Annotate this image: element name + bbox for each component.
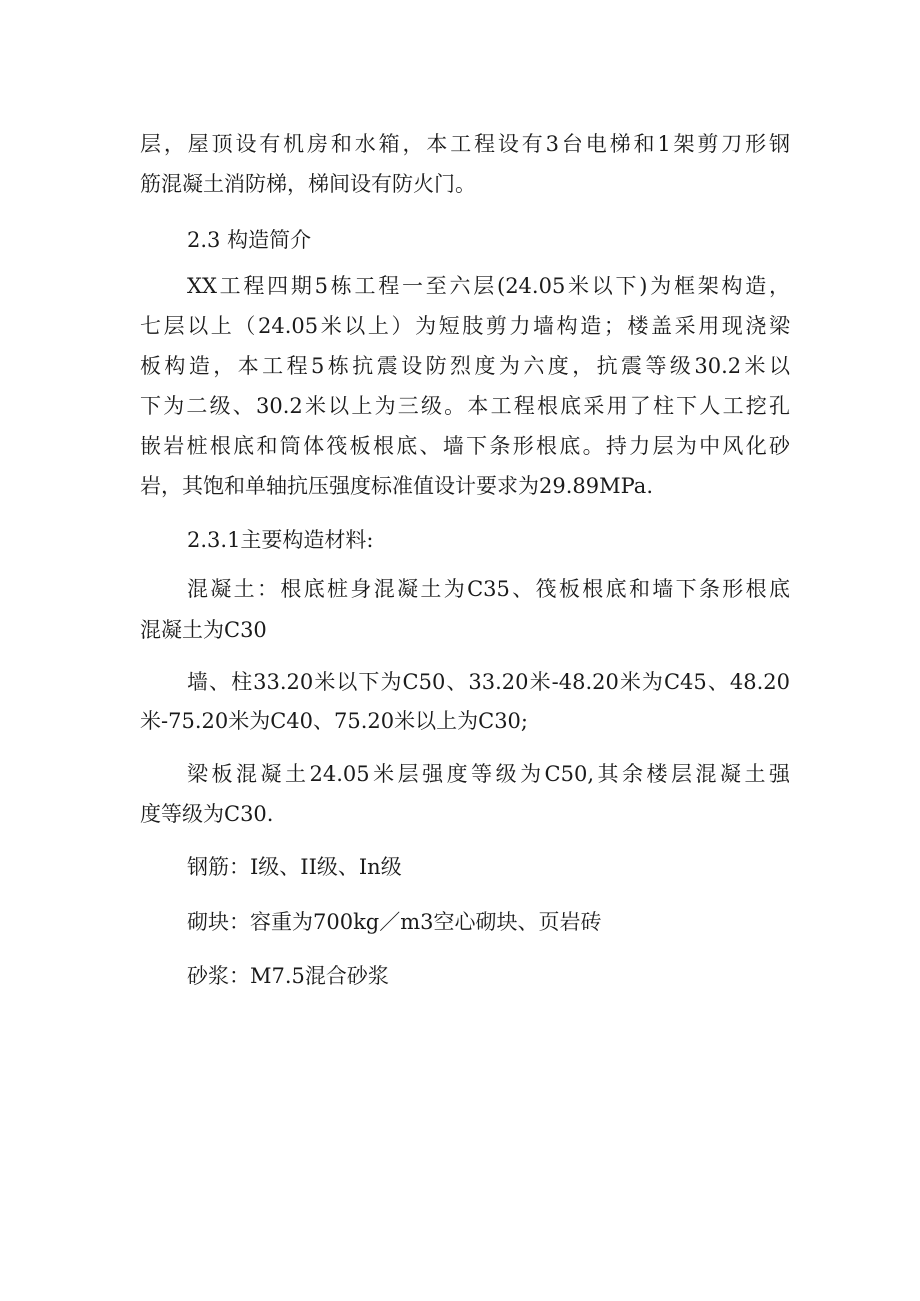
beams-slabs-line-2: 度等级为C30. bbox=[140, 802, 274, 826]
section-2-3-1-heading: 2.3.1主要构造材料: bbox=[187, 528, 374, 552]
intro-line-2: 筋混凝土消防梯，梯间设有防火门。 bbox=[140, 172, 476, 196]
rebar-line: 钢筋：I级、II级、In级 bbox=[187, 855, 402, 879]
section-2-3-body-line-4: 下为二级、30.2米以上为三级。本工程根底采用了柱下人工挖孔 bbox=[140, 394, 790, 418]
section-2-3-body-line-6: 岩，其饱和单轴抗压强度标准值设计要求为29.89MPa. bbox=[140, 474, 654, 498]
section-2-3-body-line-2: 七层以上（24.05米以上）为短肢剪力墙构造；楼盖采用现浇梁 bbox=[140, 314, 790, 338]
walls-columns-line-2: 米-75.20米为C40、75.20米以上为C30; bbox=[140, 709, 528, 733]
beams-slabs-line-1: 梁板混凝土24.05米层强度等级为C50,其余楼层混凝土强 bbox=[187, 762, 790, 786]
section-2-3-body-line-5: 嵌岩桩根底和筒体筏板根底、墙下条形根底。持力层为中风化砂 bbox=[140, 434, 790, 458]
section-2-3-body-line-3: 板构造，本工程5栋抗震设防烈度为六度，抗震等级30.2米以 bbox=[140, 354, 790, 378]
concrete-line-2: 混凝土为C30 bbox=[140, 618, 267, 642]
walls-columns-line-1: 墙、柱33.20米以下为C50、33.20米-48.20米为C45、48.20 bbox=[187, 670, 790, 694]
blocks-line: 砌块：容重为700kg／m3空心砌块、页岩砖 bbox=[187, 910, 602, 934]
section-2-3-body-line-1: XX工程四期5栋工程一至六层(24.05米以下)为框架构造， bbox=[187, 274, 790, 298]
concrete-line-1: 混凝土：根底桩身混凝土为C35、筏板根底和墙下条形根底 bbox=[187, 577, 790, 601]
intro-line-1: 层，屋顶设有机房和水箱，本工程设有3台电梯和1架剪刀形钢 bbox=[140, 132, 790, 156]
section-2-3-heading: 2.3 构造简介 bbox=[187, 228, 312, 252]
mortar-line: 砂浆：M7.5混合砂浆 bbox=[187, 964, 389, 988]
